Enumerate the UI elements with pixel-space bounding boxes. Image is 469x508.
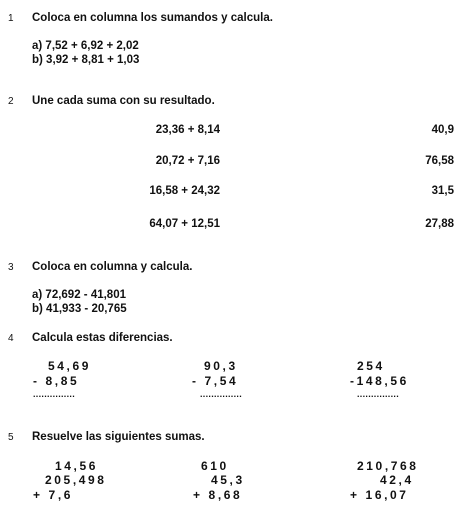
addition-1-line-3: + 7,6 xyxy=(33,488,74,502)
exercise-3-title: Coloca en columna y calcula. xyxy=(32,261,193,273)
result-value-2: 76,58 xyxy=(425,155,454,167)
result-value-3: 31,5 xyxy=(431,185,454,197)
addition-3-line-2: 42,4 xyxy=(380,473,414,487)
result-value-4: 27,88 xyxy=(425,218,454,230)
addition-2-line-3: + 8,68 xyxy=(193,488,243,502)
subtraction-2-answer-line: ............... xyxy=(200,389,243,399)
subtraction-1-subtrahend: - 8,85 xyxy=(33,374,80,388)
exercise-5-title: Resuelve las siguientes sumas. xyxy=(32,431,205,443)
addition-2-line-2: 45,3 xyxy=(211,473,245,487)
exercise-1-item-a: a) 7,52 + 6,92 + 2,02 xyxy=(32,40,139,52)
addition-1-line-1: 14,56 xyxy=(55,459,99,473)
addition-3-line-3: + 16,07 xyxy=(350,488,409,502)
exercise-1-item-b: b) 3,92 + 8,81 + 1,03 xyxy=(32,54,140,66)
exercise-1-number: 1 xyxy=(8,13,14,24)
addition-1-line-2: 205,498 xyxy=(45,473,107,487)
sum-expression-3: 16,58 + 24,32 xyxy=(149,185,220,197)
subtraction-3-subtrahend: -148,56 xyxy=(350,374,409,388)
subtraction-2-subtrahend: - 7,54 xyxy=(192,374,239,388)
exercise-4-number: 4 xyxy=(8,333,14,344)
subtraction-3-answer-line: ............... xyxy=(357,389,400,399)
exercise-2-number: 2 xyxy=(8,96,14,107)
sum-expression-4: 64,07 + 12,51 xyxy=(149,218,220,230)
sum-expression-1: 23,36 + 8,14 xyxy=(155,124,220,136)
sum-expression-2: 20,72 + 7,16 xyxy=(155,155,220,167)
exercise-3-number: 3 xyxy=(8,262,14,273)
exercise-5-number: 5 xyxy=(8,432,14,443)
subtraction-1-minuend: 54,69 xyxy=(48,359,92,373)
subtraction-2-minuend: 90,3 xyxy=(204,359,238,373)
subtraction-3-minuend: 254 xyxy=(357,359,385,373)
exercise-3-item-a: a) 72,692 - 41,801 xyxy=(32,289,126,301)
exercise-2-title: Une cada suma con su resultado. xyxy=(32,95,215,107)
result-value-1: 40,9 xyxy=(431,124,454,136)
addition-2-line-1: 610 xyxy=(201,459,229,473)
subtraction-1-answer-line: ............... xyxy=(33,389,76,399)
exercise-1-title: Coloca en columna los sumandos y calcula. xyxy=(32,12,273,24)
exercise-3-item-b: b) 41,933 - 20,765 xyxy=(32,303,127,315)
exercise-4-title: Calcula estas diferencias. xyxy=(32,332,173,344)
addition-3-line-1: 210,768 xyxy=(357,459,419,473)
